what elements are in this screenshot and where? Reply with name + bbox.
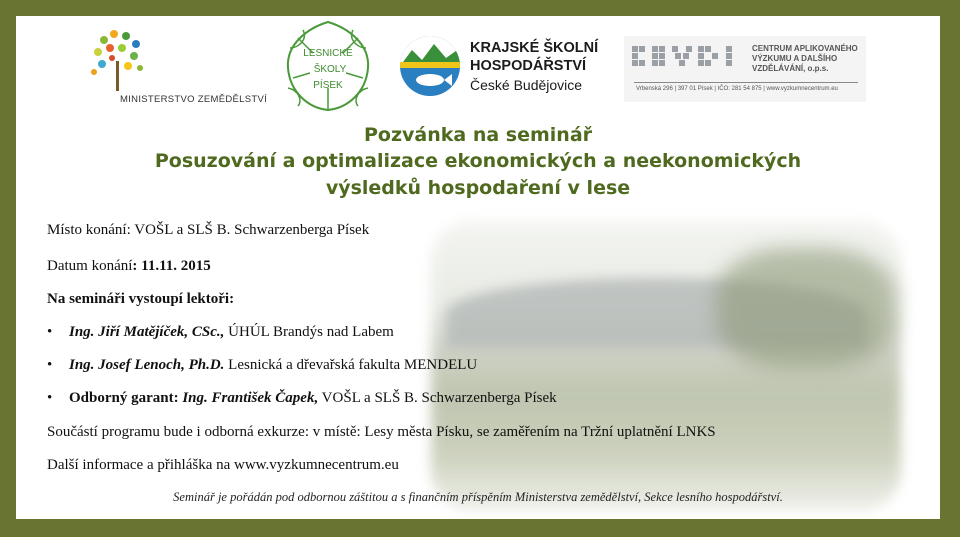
bullet: • (47, 357, 53, 373)
logo-strip (16, 16, 940, 116)
speaker-affiliation: Lesnická a dřevařská fakulta MENDELU (224, 357, 478, 373)
guarantor-item (47, 390, 557, 407)
regional-farm-logo (398, 36, 618, 106)
center-name-1: CENTRUM APLIKOVANÉHO (752, 44, 858, 53)
farm-name-1: KRAJSKÉ ŠKOLNÍ (470, 40, 599, 56)
center-name-3: VZDĚLÁVÁNÍ, o.p.s. (752, 64, 829, 73)
speaker-item (47, 324, 394, 341)
landscape-trees (716, 248, 896, 368)
forestry-school-logo (278, 18, 378, 114)
date-value: : 11.11. 2015 (132, 258, 211, 274)
research-center-logo (624, 36, 866, 102)
ministry-logo (80, 26, 270, 108)
footer-note: Seminář je pořádán pod odbornou záštitou a s finančním příspěním Ministerstva zemědělství, Sekce lesního hospodářství. (173, 490, 783, 504)
speaker-item (47, 357, 477, 374)
guarantor-name: Ing. František Čapek, (178, 390, 319, 406)
date-line (47, 258, 211, 275)
bullet: • (47, 390, 53, 406)
venue-value: VOŠL a SLŠ B. Schwarzenberga Písek (134, 222, 370, 238)
cavd-letters-icon (630, 42, 750, 82)
venue-label: Místo konání: (47, 222, 135, 238)
fish-landscape-icon (400, 36, 460, 96)
speaker-affiliation: ÚHÚL Brandýs nad Labem (224, 324, 394, 340)
info-line: Další informace a přihláška na www.vyzkumnecentrum.eu (47, 457, 399, 473)
invitation-card (16, 16, 940, 519)
bullet: • (47, 324, 53, 340)
center-address: Vrbenská 296 | 397 01 Písek | IČO: 281 54 875 | www.vyzkumnecentrum.eu (636, 86, 838, 92)
guarantor-label: Odborný garant: (69, 390, 179, 406)
title-seminar-line1: Posuzování a optimalizace ekonomických a neekonomických (154, 150, 802, 172)
speaker-name: Ing. Jiří Matějíček, CSc., (69, 324, 225, 340)
ministry-name: MINISTERSTVO ZEMĚDĚLSTVÍ (120, 94, 268, 105)
speaker-name: Ing. Josef Lenoch, Ph.D. (69, 357, 225, 373)
title-invitation: Pozvánka na seminář (363, 124, 593, 146)
farm-city: České Budějovice (470, 77, 583, 93)
title-seminar-line2: výsledků hospodaření v lese (325, 177, 631, 199)
venue-line (47, 222, 369, 239)
excursion-line: Součástí programu bude i odborná exkurze: v místě: Lesy města Písku, se zaměřením na Tržní uplatnění LNKS (47, 424, 716, 440)
leaf-icon (278, 18, 378, 114)
school-text-2: ŠKOLY (313, 64, 347, 75)
school-text-1: LESNICKÉ (303, 48, 353, 59)
school-text-3: PÍSEK (313, 80, 343, 91)
speakers-heading: Na semináři vystoupí lektoři: (47, 291, 235, 307)
center-name-2: VÝZKUMU A DALŠÍHO (752, 54, 838, 63)
date-label: Datum konání (47, 258, 133, 274)
farm-name-2: HOSPODÁŘSTVÍ (470, 58, 587, 74)
guarantor-affiliation: VOŠL a SLŠ B. Schwarzenberga Písek (318, 390, 557, 406)
divider (634, 82, 858, 83)
